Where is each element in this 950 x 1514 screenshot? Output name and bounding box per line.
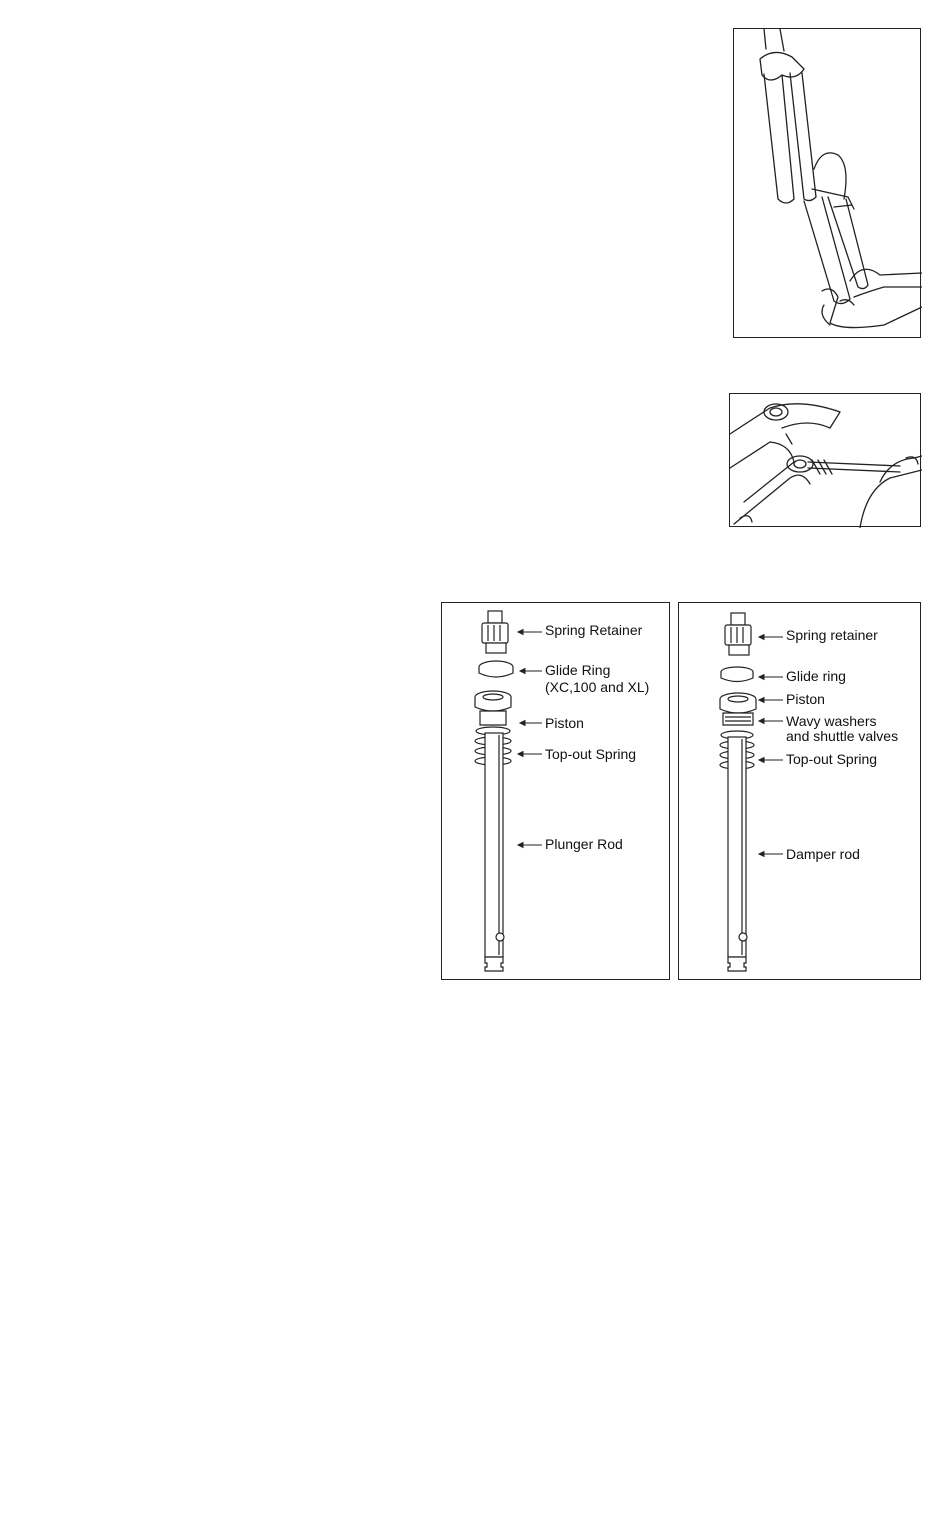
spring-retainer-shape (731, 613, 745, 625)
label-spring-retainer: Spring Retainer (545, 622, 643, 638)
damper-assembly-drawing (679, 603, 922, 981)
shaft-bolt-illustration (730, 394, 922, 528)
label-damper-rod: Damper rod (786, 846, 860, 862)
plunger-assembly-drawing (442, 603, 671, 981)
label-piston: Piston (545, 715, 584, 731)
fork-lowers-illustration (734, 29, 922, 339)
damper-rod-shape (728, 737, 746, 957)
plunger-rod-shape (485, 733, 503, 957)
label-top-out-spring: Top-out Spring (545, 746, 637, 762)
label-top-out-spring: Top-out Spring (786, 751, 878, 767)
figure-plunger-assembly (441, 602, 670, 980)
figure-damper-assembly (678, 602, 921, 980)
label-wavy-washers: Wavy washers (786, 713, 877, 729)
label-piston: Piston (786, 691, 825, 707)
label-glide-ring: Glide Ring (545, 662, 611, 678)
label-glide-ring: Glide ring (786, 668, 846, 684)
wavy-washers-shape (723, 713, 753, 725)
label-wavy-washers-note: and shuttle valves (786, 728, 899, 744)
spring-retainer-shape (488, 611, 502, 623)
figure-shaft-bolt-removal (729, 393, 921, 527)
label-glide-ring-note: (XC,100 and XL) (545, 679, 650, 695)
label-spring-retainer: Spring retainer (786, 627, 878, 643)
label-plunger-rod: Plunger Rod (545, 836, 623, 852)
figure-fork-lowers-removal (733, 28, 921, 338)
